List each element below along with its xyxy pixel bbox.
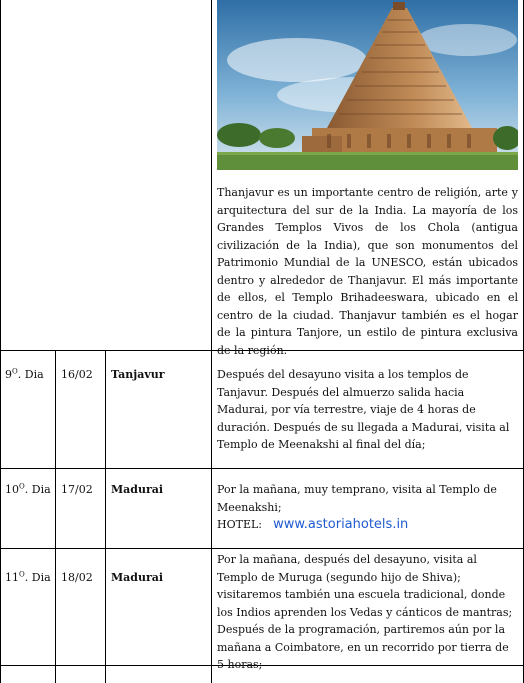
hotel-label: HOTEL: <box>217 518 262 531</box>
hotel-link[interactable]: www.astoriahotels.in <box>273 517 409 532</box>
day-description: Después del desayuno visita a los templos de Tanjavur. Después del almuerzo salida hacia Madurai, por vía terrestre, viaje de 4 horas de duración. Después de su llegada a Madurai, visita al Templo de Meenakshi al final del día; <box>217 368 510 451</box>
day-label: $11^O$. Dia <box>5 570 51 584</box>
place-label: Tanjavur <box>111 368 165 381</box>
table-left-border <box>0 0 1 683</box>
temple-image <box>217 0 518 170</box>
day-description: Por la mañana, después del desayuno, visita al Templo de Muruga (segundo hijo de Shiva); visitaremos también una escuela tradicional, donde los Indios aprenden los Vedas y cánticos de mantras; Después de la programación, partiremos aún por la mañana a Coimbatore, en un recorrido por tierra de 5 horas; <box>217 553 513 671</box>
intro-paragraph: Thanjavur es un importante centro de religión, arte y arquitectura del sur de la India. La mayoría de los Grandes Templos Vivos de los Chola (antigua civilización de la India), que son monumentos del Patrimonio Mundial de la UNESCO, están ubicados dentro y alrededor de Thanjavur. El más importante de ellos, el Templo Brihadeeswara, ubicado en el centro de la ciudad. Thanjavur también es el hogar de la pintura Tanjore, un estilo de pintura exclusiva de la región. <box>217 186 518 357</box>
day-label: $9^O$. Dia <box>5 367 44 381</box>
place-label: Madurai <box>111 483 164 496</box>
column-divider-day <box>55 350 56 683</box>
day-label: $10^O$. Dia <box>5 482 51 496</box>
day-description: Por la mañana, muy temprano, visita al Templo de Meenakshi; <box>217 483 497 514</box>
row-divider-3 <box>0 548 524 549</box>
date-label: 17/02 <box>61 483 93 496</box>
date-label: 18/02 <box>61 571 93 584</box>
hotel-line <box>217 513 517 532</box>
date-label: 16/02 <box>61 368 93 381</box>
column-divider-date <box>105 350 106 683</box>
row-divider-2 <box>0 468 524 469</box>
column-divider-main <box>211 0 212 683</box>
place-label: Madurai <box>111 571 164 584</box>
